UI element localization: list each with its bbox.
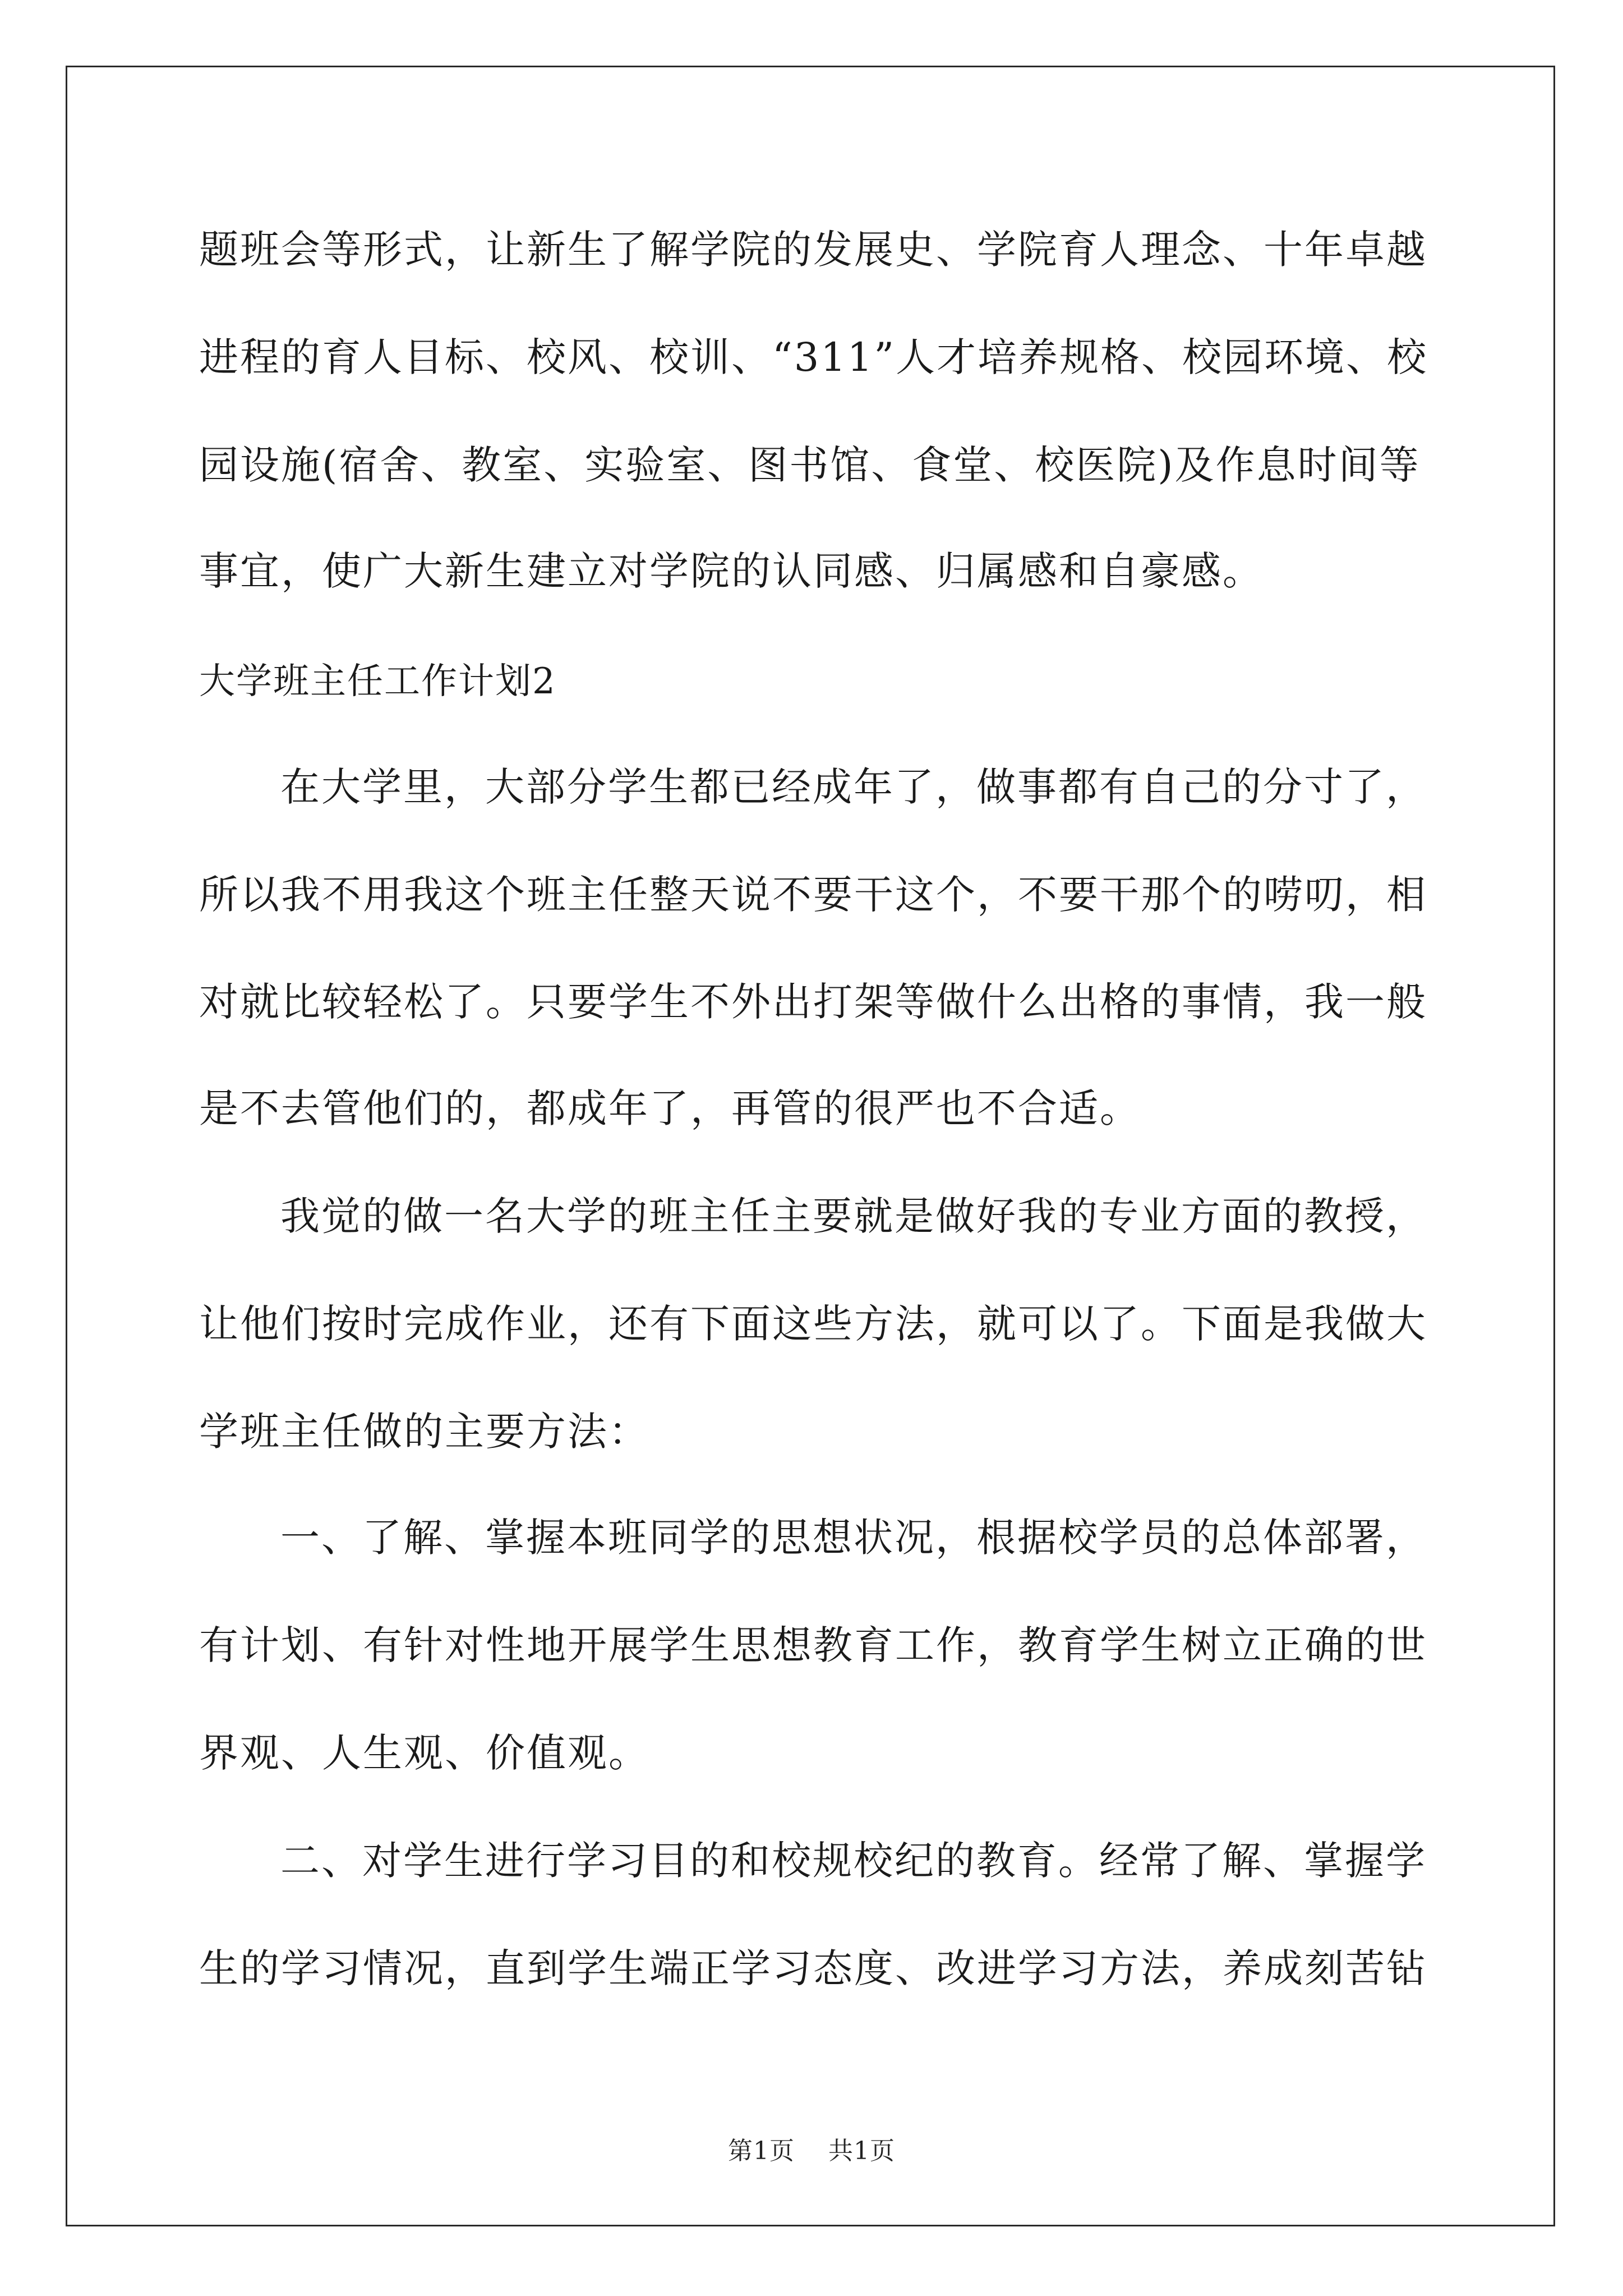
body-line: 所以我不用我这个班主任整天说不要干这个，不要干那个的唠叨，相 xyxy=(199,872,1427,918)
body-line: 界观、人生观、价值观。 xyxy=(199,1730,649,1776)
body-line: 题班会等形式，让新生了解学院的发展史、学院育人理念、十年卓越 xyxy=(199,227,1427,273)
body-line: 一、了解、掌握本班同学的思想状况，根据校学员的总体部署， xyxy=(280,1515,1427,1561)
body-line: 二、对学生进行学习目的和校规校纪的教育。经常了解、掌握学 xyxy=(280,1838,1427,1884)
page-number: 第1页 xyxy=(728,2137,795,2165)
section-heading: 大学班主任工作计划2 xyxy=(199,661,556,702)
body-line: 是不去管他们的，都成年了，再管的很严也不合适。 xyxy=(199,1085,1141,1131)
body-line: 在大学里，大部分学生都已经成年了，做事都有自己的分寸了， xyxy=(280,764,1427,810)
page-total: 共1页 xyxy=(828,2137,895,2165)
body-line: 对就比较轻松了。只要学生不外出打架等做什么出格的事情，我一般 xyxy=(199,979,1427,1025)
page-border xyxy=(66,66,1555,2226)
body-line: 让他们按时完成作业，还有下面这些方法，就可以了。下面是我做大 xyxy=(199,1301,1427,1347)
body-line: 我觉的做一名大学的班主任主要就是做好我的专业方面的教授， xyxy=(280,1193,1427,1239)
body-line: 进程的育人目标、校风、校训、“311”人才培养规格、校园环境、校 xyxy=(199,334,1428,380)
body-line: 事宜，使广大新生建立对学院的认同感、归属感和自豪感。 xyxy=(199,548,1264,594)
body-line: 有计划、有针对性地开展学生思想教育工作，教育学生树立正确的世 xyxy=(199,1622,1427,1668)
body-line: 园设施(宿舍、教室、实验室、图书馆、食堂、校医院)及作息时间等 xyxy=(199,442,1421,488)
body-line: 生的学习情况，直到学生端正学习态度、改进学习方法，养成刻苦钻 xyxy=(199,1945,1427,1991)
page-footer xyxy=(0,2139,1623,2164)
body-line: 学班主任做的主要方法： xyxy=(199,1409,649,1455)
